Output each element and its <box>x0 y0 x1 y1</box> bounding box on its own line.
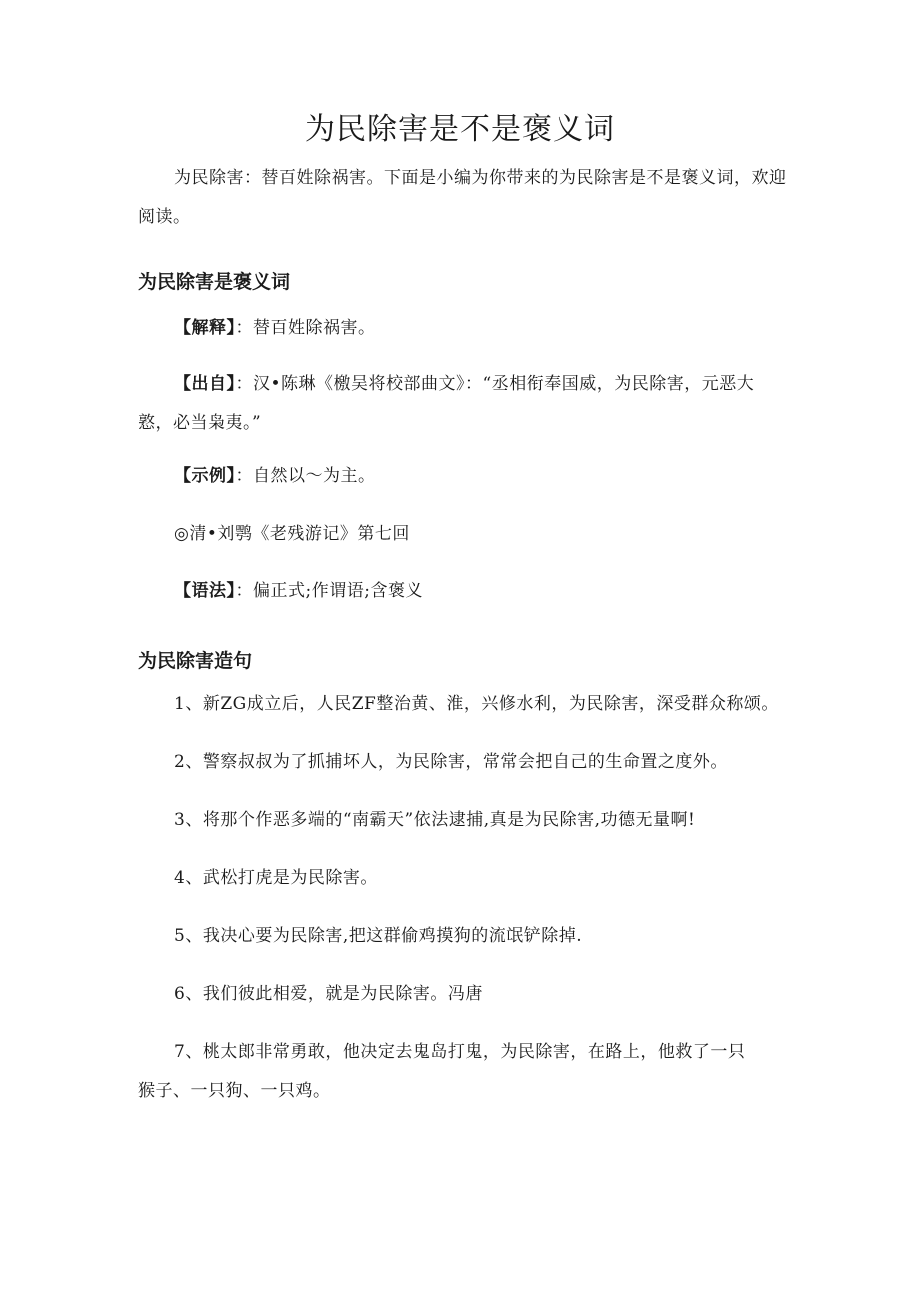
sentence-item-6: 6、我们彼此相爱，就是为民除害。冯唐 <box>174 984 483 1004</box>
grammar-paragraph <box>174 581 423 601</box>
source-paragraph-line-1 <box>174 374 754 394</box>
sentence-item-2: 2、警察叔叔为了抓捕坏人，为民除害，常常会把自己的生命置之度外。 <box>174 752 728 772</box>
section-heading-sentences: 为民除害造句 <box>138 650 253 672</box>
sentence-item-7: 7、桃太郎非常勇敢，他决定去鬼岛打鬼，为民除害，在路上，他救了一只 <box>174 1042 746 1062</box>
explain-text: ：替百姓除祸害。 <box>235 318 376 338</box>
example-paragraph <box>174 466 376 486</box>
sentence-item-1: 1、新ZG成立后，人民ZF整治黄、淮，兴修水利，为民除害，深受群众称颂。 <box>174 694 779 714</box>
explain-label: 【解释】 <box>174 318 236 338</box>
grammar-label: 【语法】 <box>174 581 236 601</box>
source-label: 【出自】 <box>174 374 236 394</box>
sentence-item-4: 4、武松打虎是为民除害。 <box>174 868 378 888</box>
intro-line-2: 阅读。 <box>138 207 191 227</box>
sentence-item-5: 5、我决心要为民除害,把这群偷鸡摸狗的流氓铲除掉. <box>174 926 583 946</box>
example-label: 【示例】 <box>174 466 236 486</box>
example-source: ◎清•刘鹗《老残游记》第七回 <box>174 524 410 544</box>
document-title: 为民除害是不是褒义词 <box>305 112 615 147</box>
example-text: ：自然以～为主。 <box>235 466 376 486</box>
source-text-1: ：汉•陈琳《檄吴将校部曲文》：“丞相衔奉国威，为民除害，元恶大 <box>235 374 755 394</box>
grammar-text: ：偏正式;作谓语;含褒义 <box>235 581 423 601</box>
section-heading-commendatory: 为民除害是褒义词 <box>138 271 291 293</box>
source-text-2: 憝，必当枭夷。” <box>138 413 262 433</box>
explain-paragraph <box>174 318 376 338</box>
intro-line-1: 为民除害：替百姓除祸害。下面是小编为你带来的为民除害是不是褒义词，欢迎 <box>174 168 787 188</box>
sentence-item-7-continued: 猴子、一只狗、一只鸡。 <box>138 1081 331 1101</box>
sentence-item-3: 3、将那个作恶多端的“南霸天”依法逮捕,真是为民除害,功德无量啊! <box>174 810 696 830</box>
